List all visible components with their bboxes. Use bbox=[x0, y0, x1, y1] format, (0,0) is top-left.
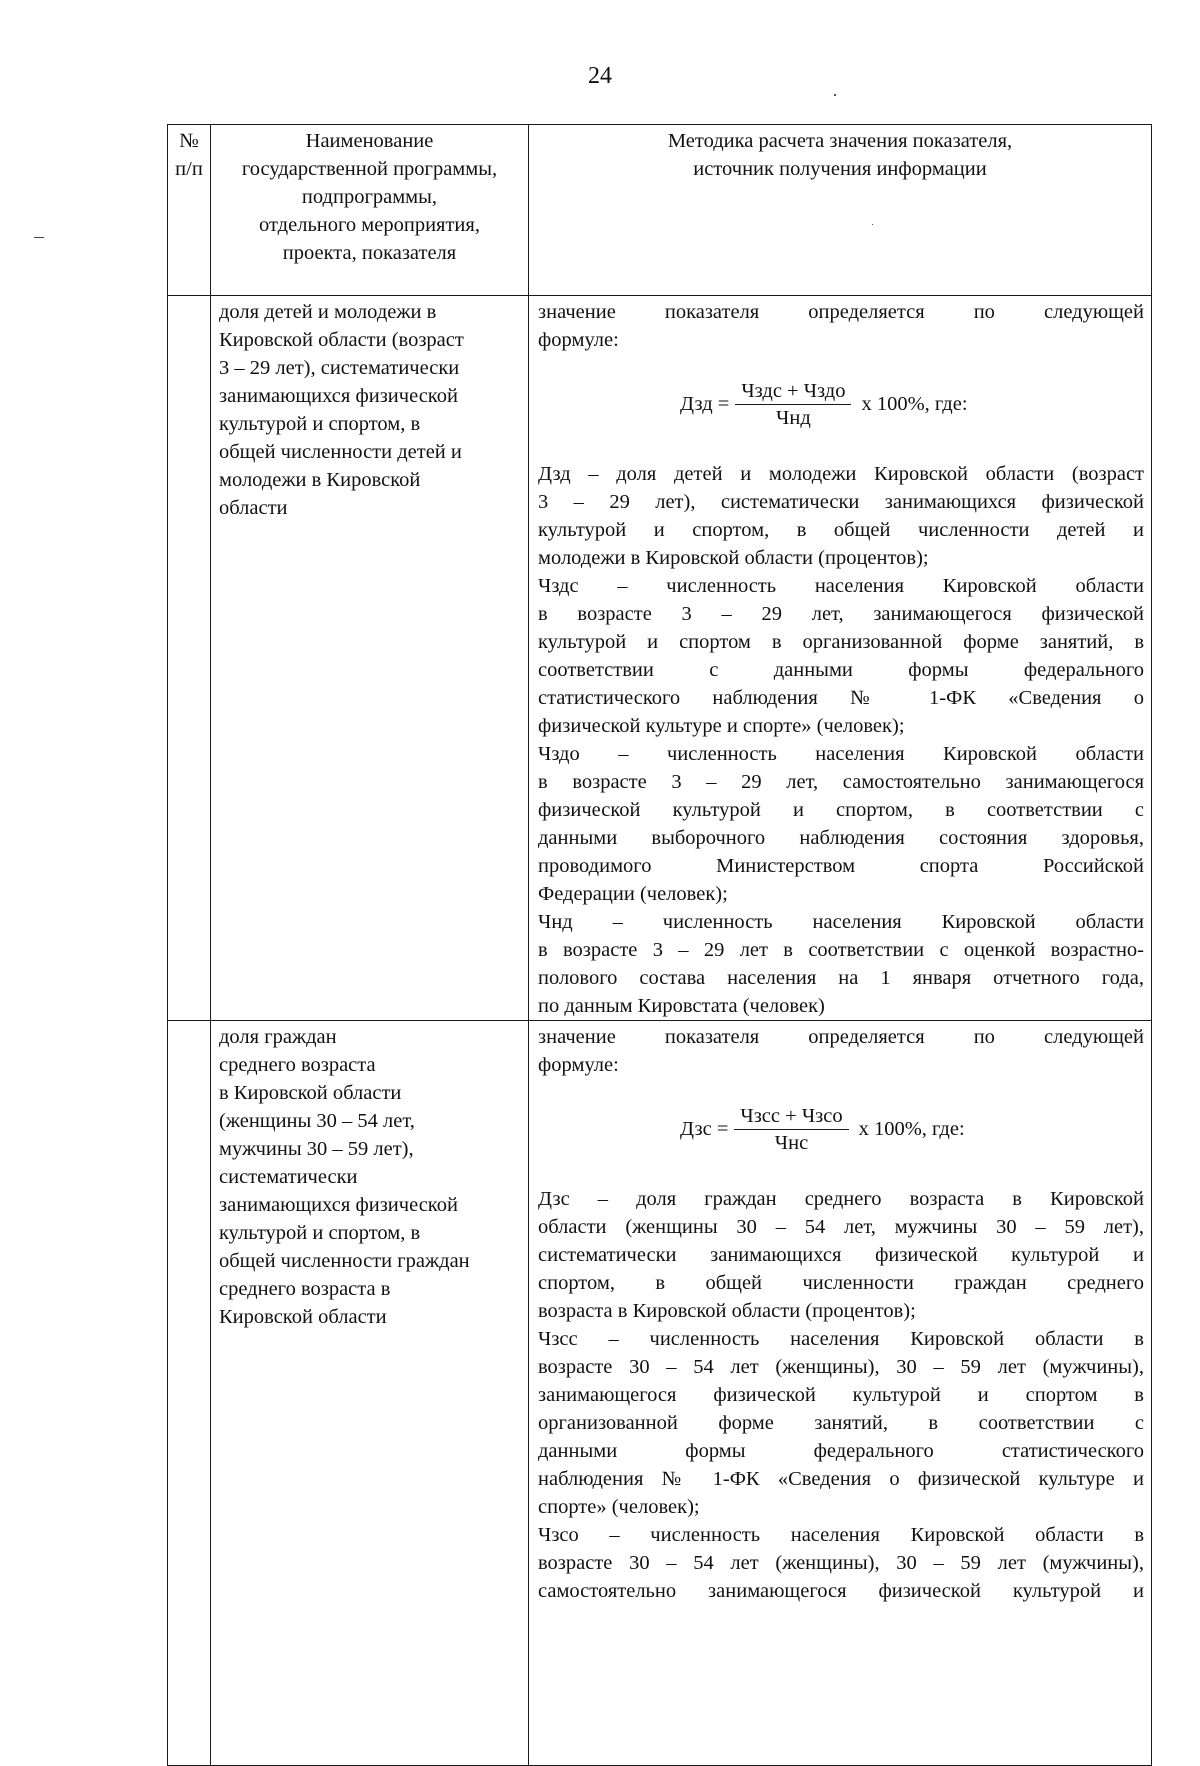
formula-fraction bbox=[734, 1103, 848, 1156]
method-text-line: данными выборочного наблюдения состояния здоровья, bbox=[538, 827, 1144, 849]
indicator-name-line: (женщины 30 – 54 лет, bbox=[219, 1110, 415, 1132]
header-name-line: Наименование bbox=[305, 130, 434, 152]
indicator-name-line: 3 – 29 лет), систематически bbox=[219, 357, 460, 379]
method-text-line: физической культуре и спорте» (человек); bbox=[538, 715, 905, 737]
scan-speck bbox=[834, 94, 836, 96]
method-text-line: самостоятельно занимающегося физической культурой и bbox=[538, 1580, 1144, 1602]
formula-numerator: Чздс + Чздо bbox=[735, 378, 851, 405]
indicator-name-line: доля детей и молодежи в bbox=[219, 301, 437, 323]
indicator-table bbox=[167, 124, 1152, 1766]
header-method bbox=[529, 125, 1152, 296]
method-text-line: в возрасте 3 – 29 лет, занимающегося физической bbox=[538, 603, 1144, 625]
indicator-name-line: культурой и спортом, в bbox=[219, 413, 421, 435]
method-text-line: данными формы федерального статистического bbox=[538, 1440, 1144, 1462]
formula-rhs: х 100%, где: bbox=[861, 393, 968, 415]
indicator-name-line: среднего возраста bbox=[219, 1054, 376, 1076]
method-text-line: наблюдения № 1-ФК «Сведения о физической культуре и bbox=[538, 1468, 1144, 1490]
method-text-line: Чзсс – численность населения Кировской области в bbox=[538, 1328, 1144, 1350]
method-text-line: организованной форме занятий, в соответствии с bbox=[538, 1412, 1144, 1434]
method-text-line: Федерации (человек); bbox=[538, 883, 728, 905]
table-row bbox=[168, 296, 1152, 1021]
indicator-name-line: области bbox=[219, 497, 288, 519]
formula bbox=[680, 1097, 1144, 1161]
method-intro-line: формуле: bbox=[538, 1054, 619, 1076]
method-text-line: возрасте 30 – 54 лет (женщины), 30 – 59 лет (мужчины), bbox=[538, 1356, 1144, 1378]
indicator-name-line: доля граждан bbox=[219, 1026, 337, 1048]
formula-denominator: Чнс bbox=[774, 1131, 809, 1154]
method-text-line: полового состава населения на 1 января отчетного года, bbox=[538, 967, 1144, 989]
header-name-line: проекта, показателя bbox=[282, 242, 457, 264]
method-text-line: молодежи в Кировской области (процентов); bbox=[538, 547, 929, 569]
method-text-line: по данным Кировстата (человек) bbox=[538, 995, 825, 1017]
indicator-name-cell bbox=[211, 296, 529, 1021]
page-number: 24 bbox=[588, 63, 612, 89]
formula-lhs: Дзд = bbox=[680, 393, 730, 415]
formula-rhs: х 100%, где: bbox=[858, 1118, 965, 1140]
indicator-name-cell bbox=[211, 1021, 529, 1766]
header-method-line: источник получения информации bbox=[693, 158, 987, 180]
indicator-name-line: среднего возраста в bbox=[219, 1278, 391, 1300]
formula-denominator: Чнд bbox=[776, 406, 811, 429]
method-text-line: спорте» (человек); bbox=[538, 1496, 700, 1518]
method-text-line: Чнд – численность населения Кировской области bbox=[538, 911, 1144, 933]
method-text-line: спортом, в общей численности граждан среднего bbox=[538, 1272, 1144, 1294]
method-text-line: культурой и спортом, в общей численности детей и bbox=[538, 519, 1144, 541]
indicator-name-line: занимающихся физической bbox=[219, 385, 458, 407]
method-text-line: Чздо – численность населения Кировской области bbox=[538, 743, 1144, 765]
method-text-line: в возрасте 3 – 29 лет, самостоятельно занимающегося bbox=[538, 771, 1144, 793]
indicator-name-line: общей численности граждан bbox=[219, 1250, 470, 1272]
row-num-cell bbox=[168, 1021, 211, 1766]
header-num-line: № bbox=[179, 130, 199, 152]
table-row bbox=[168, 1021, 1152, 1766]
method-text-line: возраста в Кировской области (процентов); bbox=[538, 1300, 916, 1322]
method-text-line: проводимого Министерством спорта Российской bbox=[538, 855, 1144, 877]
table-header-row bbox=[168, 125, 1152, 296]
method-text-line: возрасте 30 – 54 лет (женщины), 30 – 59 лет (мужчины), bbox=[538, 1552, 1144, 1574]
header-name-line: подпрограммы, bbox=[301, 186, 438, 208]
method-intro-line: формуле: bbox=[538, 329, 619, 351]
formula-lhs: Дзс = bbox=[680, 1118, 729, 1140]
method-text-line: области (женщины 30 – 54 лет, мужчины 30 – 59 лет), bbox=[538, 1216, 1144, 1238]
method-intro-line: значение показателя определяется по следующей bbox=[538, 301, 1144, 323]
method-text-line: Чзсо – численность населения Кировской области в bbox=[538, 1524, 1144, 1546]
header-name-line: государственной программы, bbox=[241, 158, 498, 180]
indicator-name-line: культурой и спортом, в bbox=[219, 1222, 421, 1244]
method-text-line: занимающегося физической культурой и спортом в bbox=[538, 1384, 1144, 1406]
formula-fraction bbox=[735, 378, 851, 431]
method-text-line: физической культурой и спортом, в соответствии с bbox=[538, 799, 1144, 821]
method-text-line: Дзс – доля граждан среднего возраста в Кировской bbox=[538, 1188, 1144, 1210]
header-name-line: отдельного мероприятия, bbox=[259, 214, 480, 236]
indicator-name-line: систематически bbox=[219, 1166, 358, 1188]
formula-numerator: Чзсс + Чзсо bbox=[734, 1103, 848, 1130]
method-text-line: соответствии с данными формы федерального bbox=[538, 659, 1144, 681]
method-text-line: Чздс – численность населения Кировской области bbox=[538, 575, 1144, 597]
method-text-line: Дзд – доля детей и молодежи Кировской области (возраст bbox=[538, 463, 1144, 485]
method-text-line: систематически занимающихся физической культурой и bbox=[538, 1244, 1144, 1266]
header-num bbox=[168, 125, 211, 296]
method-intro-line: значение показателя определяется по следующей bbox=[538, 1026, 1144, 1048]
indicator-name-line: мужчины 30 – 59 лет), bbox=[219, 1138, 414, 1160]
indicator-name-line: Кировской области (возраст bbox=[219, 329, 464, 351]
method-cell bbox=[529, 1021, 1152, 1766]
indicator-name-line: Кировской области bbox=[219, 1306, 387, 1328]
indicator-name-line: занимающихся физической bbox=[219, 1194, 458, 1216]
method-text-line: в возрасте 3 – 29 лет в соответствии с оценкой возрастно- bbox=[538, 939, 1144, 961]
method-text-line: 3 – 29 лет), систематически занимающихся физической bbox=[538, 491, 1144, 513]
method-text-line: статистического наблюдения № 1-ФК «Сведения о bbox=[538, 687, 1144, 709]
method-cell bbox=[529, 296, 1152, 1021]
header-num-line: п/п bbox=[175, 158, 203, 180]
indicator-name-line: молодежи в Кировской bbox=[219, 469, 421, 491]
method-text-line: культурой и спортом в организованной форме занятий, в bbox=[538, 631, 1144, 653]
scan-speck bbox=[34, 237, 44, 238]
indicator-name-line: в Кировской области bbox=[219, 1082, 402, 1104]
indicator-name-line: общей численности детей и bbox=[219, 441, 462, 463]
formula bbox=[680, 372, 1144, 436]
row-num-cell bbox=[168, 296, 211, 1021]
header-name bbox=[211, 125, 529, 296]
header-method-line: Методика расчета значения показателя, bbox=[667, 130, 1013, 152]
